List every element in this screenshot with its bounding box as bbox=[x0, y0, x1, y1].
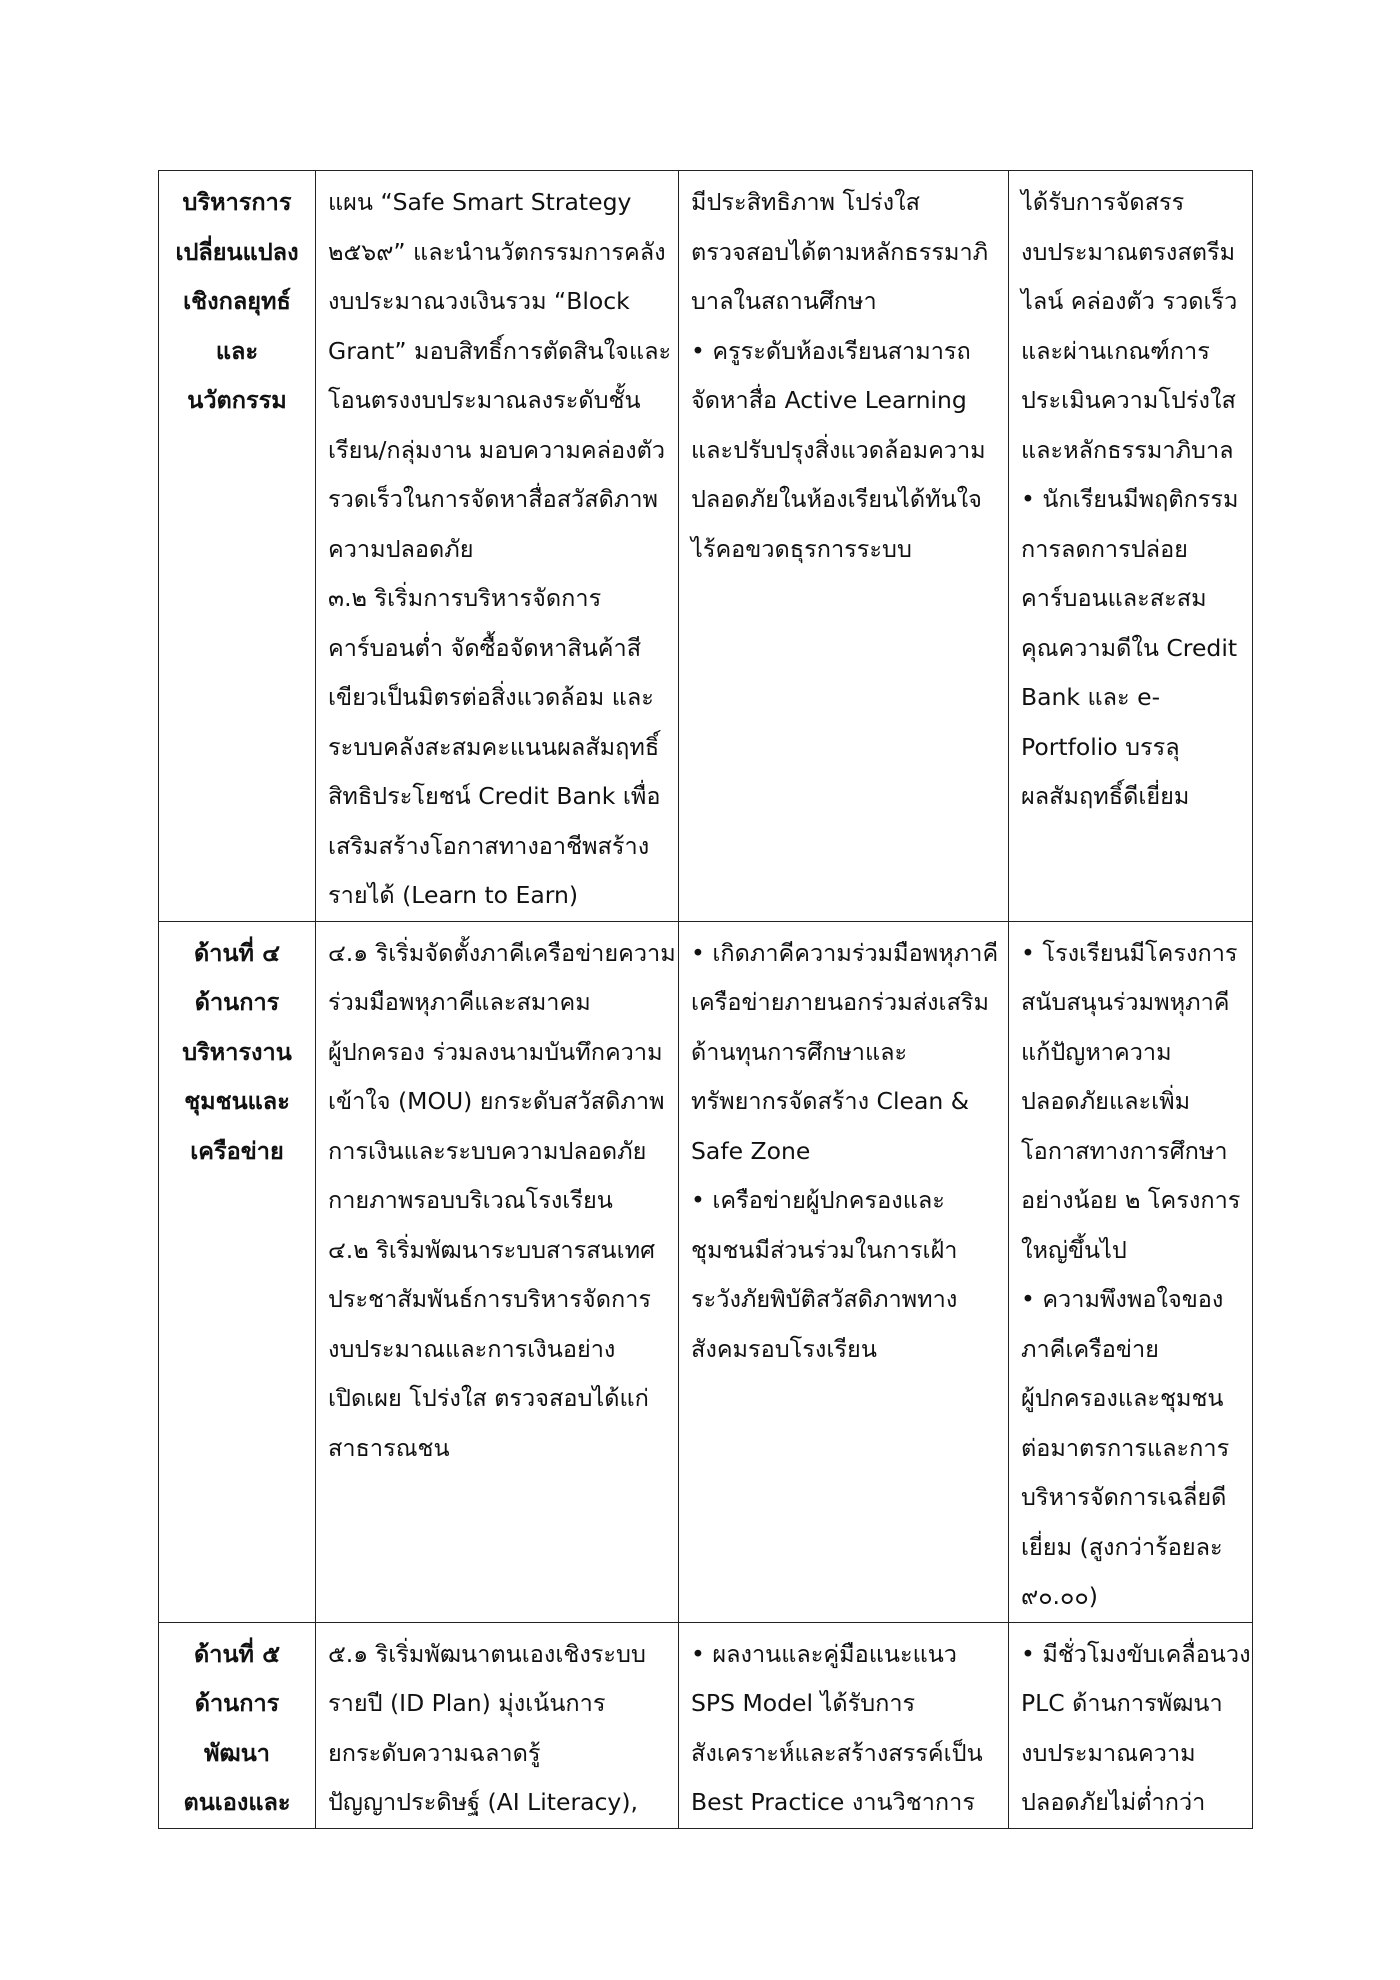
cell-text-line: และหลักธรรมาภิบาล bbox=[1021, 435, 1234, 464]
cell-text-line: บริหารงาน bbox=[182, 1037, 292, 1066]
cell-text-line: Portfolio บรรลุ bbox=[1021, 732, 1180, 761]
row-1-indicators-cell bbox=[1009, 171, 1253, 922]
cell-text-line: งบประมาณและการเงินอย่าง bbox=[328, 1334, 616, 1363]
cell-text-line: ไลน์ คล่องตัว รวดเร็ว bbox=[1021, 287, 1238, 315]
cell-text-line: คาร์บอนและสะสม bbox=[1021, 584, 1207, 612]
row-2-topic-cell bbox=[159, 921, 316, 1622]
cell-text-line: ๒๕๖๙” และนำนวัตกรรมการคลัง bbox=[328, 237, 666, 266]
cell-text-line: เปิดเผย โปร่งใส ตรวจสอบได้แก่ bbox=[328, 1384, 649, 1412]
cell-text-line: • นักเรียนมีพฤติกรรม bbox=[1021, 485, 1239, 513]
row-1-topic-cell bbox=[159, 171, 316, 922]
row-2-activities-cell bbox=[316, 921, 679, 1622]
row-3-topic-cell bbox=[159, 1622, 316, 1828]
cell-text-line: ด้านการ bbox=[194, 988, 280, 1016]
cell-text-line: งบประมาณวงเงินรวม “Block bbox=[328, 287, 630, 315]
cell-text-line: สิทธิประโยชน์ Credit Bank เพื่อ bbox=[328, 782, 661, 810]
cell-text-line: ๕.๑ ริเริ่มพัฒนาตนเองเชิงระบบ bbox=[328, 1639, 646, 1668]
cell-text-line: ปลอดภัยและเพิ่ม bbox=[1021, 1087, 1191, 1115]
cell-text-line: เสริมสร้างโอกาสทางอาชีพสร้าง bbox=[328, 831, 650, 860]
table-row bbox=[159, 921, 1253, 1622]
cell-text-line: ด้านการ bbox=[194, 1689, 280, 1717]
cell-text-line: ตนเองและ bbox=[183, 1788, 291, 1816]
row-2-indicators-cell bbox=[1009, 921, 1253, 1622]
cell-text-line: อย่างน้อย ๒ โครงการ bbox=[1021, 1186, 1241, 1214]
cell-text-line: ด้านที่ ๕ bbox=[194, 1639, 280, 1668]
cell-text-line: โอกาสทางการศึกษา bbox=[1021, 1136, 1228, 1165]
cell-text-line: ผลสัมฤทธิ์ดีเยี่ยม bbox=[1021, 782, 1190, 810]
cell-text-line: รายปี (ID Plan) มุ่งเน้นการ bbox=[328, 1689, 606, 1717]
cell-text-line: ได้รับการจัดสรร bbox=[1021, 188, 1185, 216]
cell-text-line: ปัญญาประดิษฐ์ (AI Literacy), bbox=[328, 1788, 638, 1816]
cell-text-line: บริหารจัดการเฉลี่ยดี bbox=[1021, 1483, 1227, 1511]
cell-text-line: เครือข่าย bbox=[190, 1136, 284, 1165]
row-1-outputs-cell bbox=[679, 171, 1009, 922]
cell-text-line: • เครือข่ายผู้ปกครองและ bbox=[691, 1186, 945, 1214]
table-row bbox=[159, 171, 1253, 922]
cell-text-line: ระบบคลังสะสมคะแนนผลสัมฤทธิ์ bbox=[328, 732, 660, 761]
cell-text-line: Safe Zone bbox=[691, 1136, 811, 1165]
cell-text-line: มีประสิทธิภาพ โปร่งใส bbox=[691, 188, 920, 216]
cell-text-line: การเงินและระบบความปลอดภัย bbox=[328, 1136, 647, 1165]
cell-text-line: งบประมาณความ bbox=[1021, 1738, 1196, 1767]
cell-text-line: SPS Model ได้รับการ bbox=[691, 1689, 916, 1717]
cell-text-line: แผน “Safe Smart Strategy bbox=[328, 188, 632, 216]
cell-text-line: • ผลงานและคู่มือแนะแนว bbox=[691, 1639, 957, 1668]
cell-text-line: ๔.๒ ริเริ่มพัฒนาระบบสารสนเทศ bbox=[328, 1235, 656, 1264]
table-row bbox=[159, 1622, 1253, 1828]
cell-text-line: และปรับปรุงสิ่งแวดล้อมความ bbox=[691, 435, 986, 464]
cell-text-line: สนับสนุนร่วมพหุภาคี bbox=[1021, 988, 1230, 1016]
cell-text-line: ยกระดับความฉลาดรู้ bbox=[328, 1738, 541, 1767]
cell-text-line: การลดการปล่อย bbox=[1021, 534, 1188, 563]
cell-text-line: และผ่านเกณฑ์การ bbox=[1021, 336, 1210, 365]
cell-text-line: เข้าใจ (MOU) ยกระดับสวัสดิภาพ bbox=[328, 1087, 665, 1115]
cell-text-line: กายภาพรอบบริเวณโรงเรียน bbox=[328, 1186, 613, 1214]
cell-text-line: ใหญ่ขึ้นไป bbox=[1021, 1235, 1127, 1264]
plan-table bbox=[158, 170, 1253, 1829]
cell-text-line: ผู้ปกครอง ร่วมลงนามบันทึกความ bbox=[328, 1037, 663, 1066]
cell-text-line: และ bbox=[215, 336, 259, 365]
cell-text-line: ความปลอดภัย bbox=[328, 534, 474, 563]
cell-text-line: ภาคีเครือข่าย bbox=[1021, 1334, 1159, 1363]
plan-table-body bbox=[159, 171, 1253, 1829]
cell-text-line: ชุมชนและ bbox=[184, 1087, 290, 1115]
cell-text-line: สาธารณชน bbox=[328, 1433, 450, 1462]
cell-text-line: บาลในสถานศึกษา bbox=[691, 287, 877, 315]
cell-text-line: เปลี่ยนแปลง bbox=[175, 237, 299, 266]
cell-text-line: ปลอดภัยไม่ต่ำกว่า bbox=[1021, 1788, 1206, 1816]
cell-text-line: เรียน/กลุ่มงาน มอบความคล่องตัว bbox=[328, 435, 666, 464]
cell-text-line: งบประมาณตรงสตรีม bbox=[1021, 237, 1236, 266]
row-2-outputs-cell bbox=[679, 921, 1009, 1622]
cell-text-line: คาร์บอนต่ำ จัดซื้อจัดหาสินค้าสี bbox=[328, 633, 642, 662]
cell-text-line: ชุมชนมีส่วนร่วมในการเฝ้า bbox=[691, 1235, 958, 1264]
cell-text-line: สังเคราะห์และสร้างสรรค์เป็น bbox=[691, 1738, 983, 1767]
cell-text-line: ร่วมมือพหุภาคีและสมาคม bbox=[328, 988, 591, 1016]
cell-text-line: ประเมินความโปร่งใส bbox=[1021, 386, 1236, 414]
cell-text-line: ด้านทุนการศึกษาและ bbox=[691, 1037, 908, 1066]
cell-text-line: ประชาสัมพันธ์การบริหารจัดการ bbox=[328, 1285, 652, 1313]
cell-text-line: Bank และ e- bbox=[1021, 683, 1161, 711]
cell-text-line: สังคมรอบโรงเรียน bbox=[691, 1334, 877, 1363]
row-3-indicators-cell bbox=[1009, 1622, 1253, 1828]
cell-text-line: แก้ปัญหาความ bbox=[1021, 1037, 1172, 1066]
cell-text-line: ไร้คอขวดธุรการระบบ bbox=[691, 534, 912, 563]
cell-text-line: PLC ด้านการพัฒนา bbox=[1021, 1689, 1223, 1717]
row-1-activities-cell bbox=[316, 171, 679, 922]
cell-text-line: • โรงเรียนมีโครงการ bbox=[1021, 938, 1238, 967]
cell-text-line: พัฒนา bbox=[204, 1738, 270, 1767]
cell-text-line: เครือข่ายภายนอกร่วมส่งเสริม bbox=[691, 988, 989, 1016]
cell-text-line: ระวังภัยพิบัติสวัสดิภาพทาง bbox=[691, 1285, 958, 1313]
cell-text-line: นวัตกรรม bbox=[187, 386, 287, 414]
cell-text-line: • ครูระดับห้องเรียนสามารถ bbox=[691, 336, 971, 365]
cell-text-line: ๓.๒ ริเริ่มการบริหารจัดการ bbox=[328, 584, 602, 612]
cell-text-line: • มีชั่วโมงขับเคลื่อนวง bbox=[1021, 1639, 1251, 1668]
cell-text-line: ปลอดภัยในห้องเรียนได้ทันใจ bbox=[691, 485, 982, 513]
cell-text-line: • ความพึงพอใจของ bbox=[1021, 1285, 1224, 1313]
cell-text-line: ๔.๑ ริเริ่มจัดตั้งภาคีเครือข่ายความ bbox=[328, 938, 676, 967]
cell-text-line: ด้านที่ ๔ bbox=[194, 938, 280, 967]
cell-text-line: คุณความดีใน Credit bbox=[1021, 633, 1238, 662]
cell-text-line: ๙๐.๐๐) bbox=[1021, 1582, 1098, 1610]
cell-text-line: รวดเร็วในการจัดหาสื่อสวัสดิภาพ bbox=[328, 485, 659, 513]
cell-text-line: จัดหาสื่อ Active Learning bbox=[691, 386, 967, 414]
cell-text-line: ต่อมาตรการและการ bbox=[1021, 1433, 1230, 1462]
cell-text-line: บริหารการ bbox=[182, 188, 292, 216]
cell-text-line: ตรวจสอบได้ตามหลักธรรมาภิ bbox=[691, 237, 989, 266]
cell-text-line: เขียวเป็นมิตรต่อสิ่งแวดล้อม และ bbox=[328, 683, 654, 711]
cell-text-line: Grant” มอบสิทธิ์การตัดสินใจและ bbox=[328, 336, 672, 365]
cell-text-line: • เกิดภาคีความร่วมมือพหุภาคี bbox=[691, 938, 999, 967]
cell-text-line: ผู้ปกครองและชุมชน bbox=[1021, 1384, 1224, 1412]
row-3-outputs-cell bbox=[679, 1622, 1009, 1828]
cell-text-line: เยี่ยม (สูงกว่าร้อยละ bbox=[1021, 1532, 1223, 1561]
cell-text-line: โอนตรงงบประมาณลงระดับชั้น bbox=[328, 386, 641, 414]
cell-text-line: รายได้ (Learn to Earn) bbox=[328, 881, 579, 909]
cell-text-line: ทรัพยากรจัดสร้าง Clean & bbox=[691, 1087, 970, 1115]
cell-text-line: เชิงกลยุทธ์ bbox=[183, 287, 291, 315]
row-3-activities-cell bbox=[316, 1622, 679, 1828]
cell-text-line: Best Practice งานวิชาการ bbox=[691, 1788, 975, 1816]
